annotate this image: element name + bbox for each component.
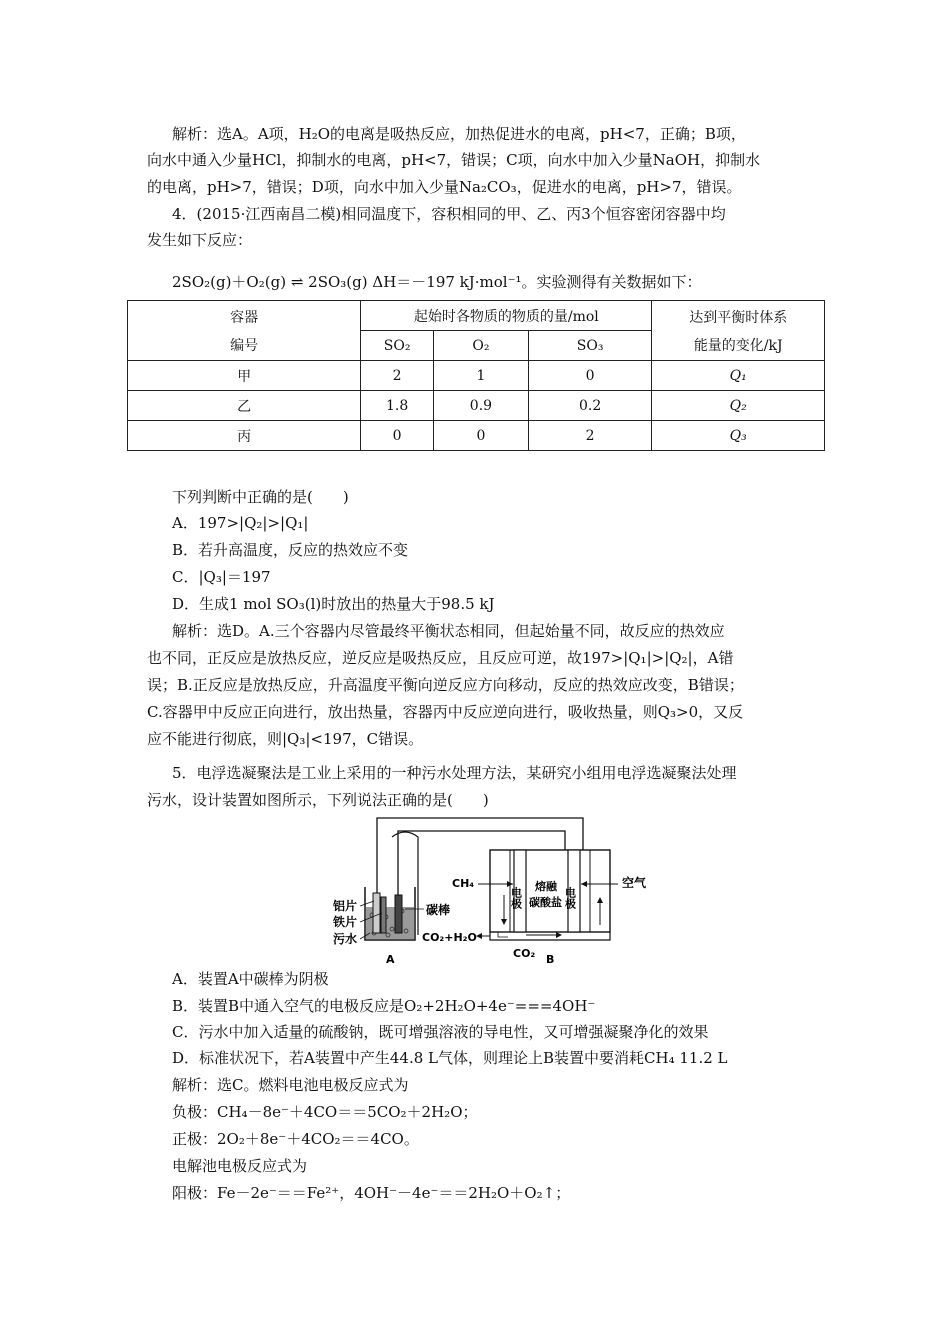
q3-analysis-line: 解析：选A。A项，H₂O的电离是吸热反应，加热促进水的电离，pH<7，正确；B项， [172,125,746,143]
q4-analysis-line: 解析：选D。A.三个容器内尽管最终平衡状态相同，但起始量不同，故反应的热效应 [172,622,725,640]
label-co2: CO₂ [513,947,536,960]
q4-analysis-line: C.容器甲中反应正向进行，放出热量，容器丙中反应逆向进行，吸收热量，则Q₃>0，又反 [147,703,744,721]
q5-option-d: D．标准状况下，若A装置中产生44.8 L气体，则理论上B装置中要消耗CH₄ 11.2 L [172,1049,728,1067]
q3-analysis-line: 向水中通入少量HCl，抑制水的电离，pH<7，错误；C项，向水中加入少量NaOH，抑制水 [147,151,761,169]
table-header-container: 容器 编号 [128,301,361,361]
table-header-initial: 起始时各物质的物质的量/mol [361,301,652,331]
label-sewage: 污水 [333,932,358,946]
label-air: 空气 [622,876,647,890]
q5-stem-line: 5．电浮选凝聚法是工业上采用的一种污水处理方法，某研究小组用电浮选凝聚法处理 [172,764,737,782]
q5-option-c: C．污水中加入适量的硫酸钠，既可增强溶液的导电性，又可增强凝聚净化的效果 [172,1023,709,1041]
molten-label-2: 碳酸盐 [529,896,562,909]
label-carbon: 碳棒 [426,903,451,917]
q5-analysis-line: 正极：2O₂＋8e⁻＋4CO₂＝＝4CO。 [172,1130,419,1148]
q4-analysis-line: 应不能进行彻底，则|Q₃|<197，C错误。 [147,730,424,748]
aluminum-electrode [373,893,380,933]
label-iron: 铁片 [333,915,358,929]
q4-equation: 2SO₂(g)＋O₂(g) ⇌ 2SO₃(g) ΔH＝－197 kJ·mol⁻¹。实验测得有关数据如下： [172,273,702,291]
carbon-electrode [395,895,402,933]
q4-analysis-line: 也不同，正反应是放热反应，逆反应是吸热反应，且反应可逆，故197>|Q₁|>|Q₂|，A错 [147,649,734,667]
q5-analysis-line: 负极：CH₄－8e⁻＋4CO＝＝5CO₂＋2H₂O； [172,1103,478,1121]
molten-label-1: 熔融 [535,880,557,893]
label-aluminum: 铝片 [333,899,358,913]
q5-option-b: B．装置B中通入空气的电极反应是O₂+2H₂O+4e⁻===4OH⁻ [172,997,596,1015]
q4-option-b: B．若升高温度，反应的热效应不变 [172,541,409,559]
q4-analysis-line: 误；B.正反应是放热反应，升高温度平衡向逆反应方向移动，反应的热效应改变，B错误； [147,676,744,694]
q4-option-c: C．|Q₃|＝197 [172,568,271,586]
q4-stem-line: 4．(2015·江西南昌二模)相同温度下，容积相同的甲、乙、丙3个恒容密闭容器中均 [172,205,726,223]
table-col-so2: SO₂ [361,331,434,361]
electrode-label-left: 电极 [509,887,523,909]
q5-analysis-line: 阳极：Fe－2e⁻＝＝Fe²⁺，4OH⁻－4e⁻＝＝2H₂O＋O₂↑； [172,1184,571,1202]
q5-option-a: A．装置A中碳棒为阴极 [172,970,329,988]
label-ch4: CH₄ [452,877,475,890]
table-row: 丙 0 0 2 Q₃ [128,421,825,451]
label-a: A [386,953,395,966]
label-b: B [546,953,555,966]
q4-stem-line: 发生如下反应： [147,231,253,249]
q5-analysis-line: 解析：选C。燃料电池电极反应式为 [172,1076,409,1094]
table-header-energy: 达到平衡时体系 能量的变化/kJ [652,301,825,361]
q4-question: 下列判断中正确的是( ) [172,488,349,506]
q5-stem-line: 污水，设计装置如图所示，下列说法正确的是( ) [147,791,489,809]
q4-option-d: D．生成1 mol SO₃(l)时放出的热量大于98.5 kJ [172,595,495,613]
table-row: 乙 1.8 0.9 0.2 Q₂ [128,391,825,421]
q5-analysis-line: 电解池电极反应式为 [172,1157,308,1175]
q4-option-a: A．197>|Q₂|>|Q₁| [172,514,309,532]
q3-analysis-line: 的电离，pH>7，错误；D项，向水中加入少量Na₂CO₃，促进水的电离，pH>7，错误。 [147,178,742,196]
iron-electrode [381,897,386,933]
q4-data-table [127,300,825,451]
table-col-so3: SO₃ [528,331,652,361]
label-co2-h2o: CO₂+H₂O [422,931,477,944]
table-row: 甲 2 1 0 Q₁ [128,361,825,391]
electrode-label-right: 电极 [563,887,577,909]
electro-flotation-apparatus-diagram [330,815,660,970]
table-col-o2: O₂ [434,331,529,361]
